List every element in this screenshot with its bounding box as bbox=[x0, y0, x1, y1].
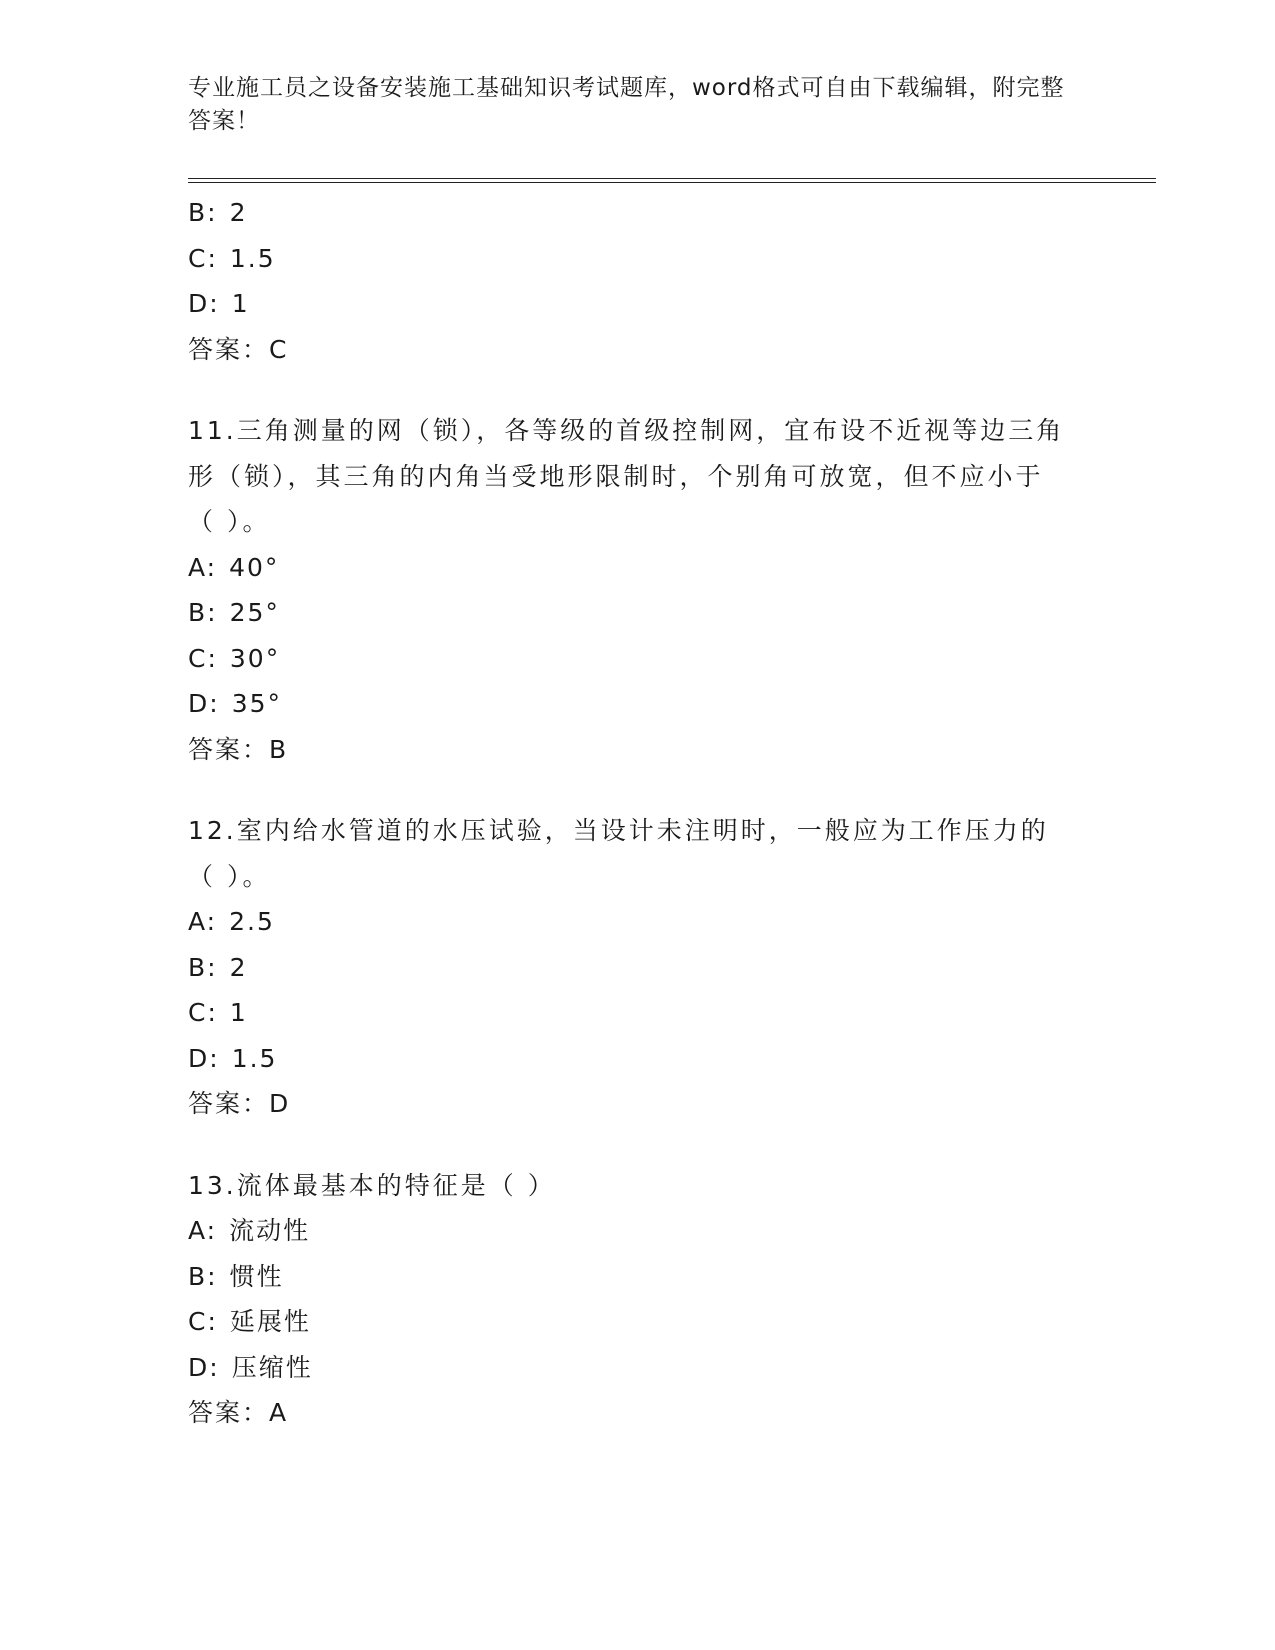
option-key: A: bbox=[188, 552, 218, 582]
question-13 bbox=[188, 1163, 1088, 1436]
option-value: 2.5 bbox=[229, 907, 275, 936]
question-number: 12. bbox=[188, 816, 237, 845]
option-key: B: bbox=[188, 952, 218, 982]
document-header bbox=[188, 72, 1068, 138]
question-11 bbox=[188, 408, 1088, 772]
option-key: D: bbox=[188, 1043, 220, 1073]
option-c bbox=[188, 990, 1088, 1036]
answer-label: 答案： bbox=[188, 734, 270, 764]
option-key: A: bbox=[188, 907, 218, 936]
option-key: C: bbox=[188, 998, 218, 1027]
option-key: D: bbox=[188, 689, 220, 718]
option-d bbox=[188, 681, 1088, 727]
answer-label: 答案： bbox=[188, 1398, 270, 1427]
answer-value: A bbox=[269, 1398, 289, 1427]
question-number: 13. bbox=[188, 1170, 237, 1200]
answer-value: D bbox=[269, 1089, 291, 1118]
answer-value: C bbox=[269, 334, 289, 364]
answer-line bbox=[188, 1390, 1088, 1436]
option-key: C: bbox=[188, 1307, 218, 1336]
option-value: 1.5 bbox=[229, 243, 276, 273]
question-text: 室内给水管道的水压试验，当设计未注明时，一般应为工作压力的（ ）。 bbox=[188, 816, 1049, 891]
question-text: 三角测量的网（锁），各等级的首级控制网，宜布设不近视等边三角形（锁），其三角的内角当受地形限制时，个别角可放宽，但不应小于（ ）。 bbox=[188, 416, 1065, 536]
question-text: 流体最基本的特征是（ ） bbox=[236, 1170, 556, 1200]
option-key: C: bbox=[188, 643, 218, 673]
option-value: 压缩性 bbox=[231, 1352, 313, 1382]
option-b bbox=[188, 590, 1088, 636]
option-value: 流动性 bbox=[229, 1216, 311, 1245]
option-a bbox=[188, 899, 1088, 945]
option-value: 40° bbox=[229, 552, 280, 582]
option-value: 惯性 bbox=[229, 1261, 284, 1291]
option-value: 30° bbox=[229, 643, 281, 673]
option-b bbox=[188, 1254, 1088, 1300]
question-number: 11. bbox=[188, 416, 237, 445]
document-title: 专业施工员之设备安装施工基础知识考试题库，word格式可自由下载编辑，附完整答案！ bbox=[188, 75, 1065, 134]
option-key: D: bbox=[188, 289, 220, 318]
option-key: B: bbox=[188, 598, 218, 627]
option-key: B: bbox=[188, 198, 218, 227]
answer-label: 答案： bbox=[188, 334, 270, 364]
option-a bbox=[188, 1208, 1088, 1254]
option-key: B: bbox=[188, 1261, 218, 1291]
option-value: 2 bbox=[229, 198, 248, 227]
option-b bbox=[188, 945, 1088, 991]
option-key: C: bbox=[188, 243, 218, 273]
option-c bbox=[188, 1299, 1088, 1345]
option-c bbox=[188, 636, 1088, 682]
answer-line bbox=[188, 727, 1088, 773]
document-body bbox=[188, 190, 1088, 1436]
option-value: 1.5 bbox=[231, 1043, 278, 1073]
answer-label: 答案： bbox=[188, 1089, 270, 1118]
option-value: 延展性 bbox=[229, 1307, 311, 1336]
option-a bbox=[188, 545, 1088, 591]
option-key: A: bbox=[188, 1216, 218, 1245]
answer-line bbox=[188, 327, 1088, 373]
answer-line bbox=[188, 1081, 1088, 1127]
question-stem bbox=[188, 1163, 1068, 1209]
option-value: 25° bbox=[229, 598, 280, 627]
option-key: D: bbox=[188, 1352, 220, 1382]
question-stem bbox=[188, 408, 1068, 545]
option-d bbox=[188, 1036, 1088, 1082]
option-d bbox=[188, 1345, 1088, 1391]
question-stem bbox=[188, 808, 1068, 899]
option-value: 1 bbox=[231, 289, 250, 318]
option-c bbox=[188, 236, 1088, 282]
option-b bbox=[188, 190, 1088, 236]
question-fragment bbox=[188, 190, 1088, 372]
question-12 bbox=[188, 808, 1088, 1127]
option-value: 2 bbox=[229, 952, 248, 982]
option-d bbox=[188, 281, 1088, 327]
option-value: 1 bbox=[229, 998, 248, 1027]
option-value: 35° bbox=[231, 689, 282, 718]
answer-value: B bbox=[269, 734, 289, 764]
header-divider bbox=[188, 178, 1156, 183]
